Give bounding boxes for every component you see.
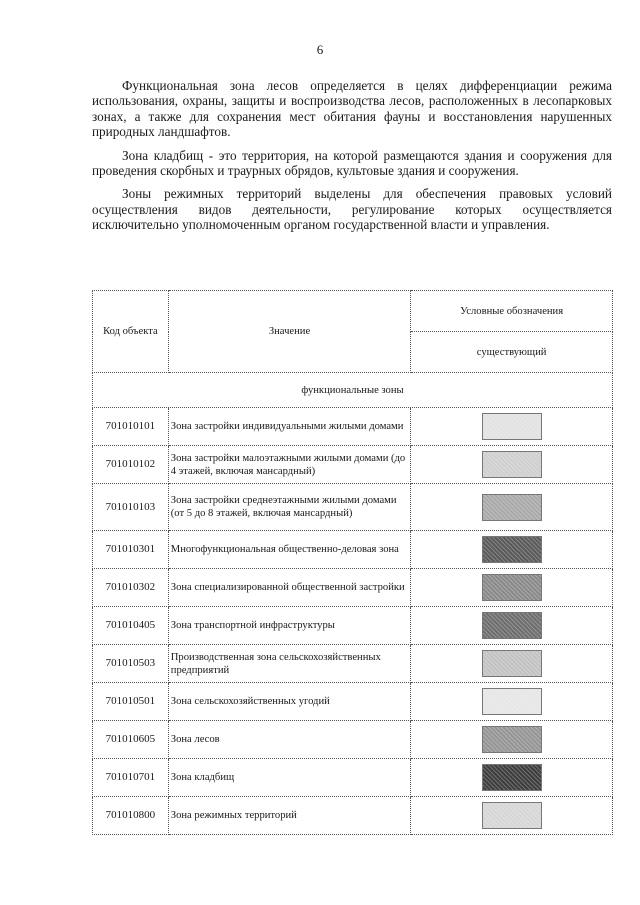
legend-swatch xyxy=(482,413,542,440)
object-code: 701010605 xyxy=(93,721,169,759)
legend-swatch xyxy=(482,650,542,677)
zone-name: Зона застройки среднеэтажными жилыми домами (от 5 до 8 этажей, включая мансардный) xyxy=(168,484,410,531)
paragraph-forest-zone: Функциональная зона лесов определяется в целях дифференциации режима использования, охраны, защиты и воспроизводства лесов, расположенных в лесопарковых зонах, а также для сохранения мест обитания фауны и восстановления нарушенных природных ландшафтов. xyxy=(92,78,612,140)
paragraph-restricted-zone: Зоны режимных территорий выделены для обеспечения правовых условий осуществления видов деятельности, регулирование которых осуществляется исключительно уполномоченным органом государственной власти и управления. xyxy=(92,186,612,233)
legend-swatch xyxy=(482,612,542,639)
header-existing: существующий xyxy=(411,332,613,373)
object-code: 701010103 xyxy=(93,484,169,531)
legend-swatch xyxy=(482,688,542,715)
table-row xyxy=(93,484,613,531)
object-code: 701010301 xyxy=(93,531,169,569)
zone-name: Производственная зона сельскохозяйственных предприятий xyxy=(168,645,410,683)
zone-name: Зона транспортной инфраструктуры xyxy=(168,607,410,645)
zone-name: Зона режимных территорий xyxy=(168,797,410,835)
table-row xyxy=(93,531,613,569)
legend-swatch xyxy=(482,494,542,521)
symbol-cell xyxy=(411,569,613,607)
zone-name: Зона сельскохозяйственных угодий xyxy=(168,683,410,721)
zone-name: Зона застройки индивидуальными жилыми домами xyxy=(168,408,410,446)
symbol-cell xyxy=(411,446,613,484)
zone-name: Зона кладбищ xyxy=(168,759,410,797)
symbol-cell xyxy=(411,721,613,759)
table-row xyxy=(93,569,613,607)
legend-rows xyxy=(93,408,613,835)
legend-swatch xyxy=(482,536,542,563)
object-code: 701010800 xyxy=(93,797,169,835)
symbol-cell xyxy=(411,484,613,531)
body-text xyxy=(92,78,612,241)
object-code: 701010701 xyxy=(93,759,169,797)
header-meaning: Значение xyxy=(168,291,410,373)
object-code: 701010501 xyxy=(93,683,169,721)
legend-swatch xyxy=(482,802,542,829)
page-number: 6 xyxy=(316,42,324,57)
table-row xyxy=(93,759,613,797)
object-code: 701010102 xyxy=(93,446,169,484)
table-row xyxy=(93,408,613,446)
object-code: 701010405 xyxy=(93,607,169,645)
object-code: 701010302 xyxy=(93,569,169,607)
object-code: 701010101 xyxy=(93,408,169,446)
header-symbols: Условные обозначения xyxy=(411,291,613,332)
table-row xyxy=(93,607,613,645)
legend-swatch xyxy=(482,726,542,753)
paragraph-cemetery-zone: Зона кладбищ - это территория, на которой размещаются здания и сооружения для проведения скорбных и траурных обрядов, культовые здания и сооружения. xyxy=(92,147,612,179)
section-row xyxy=(93,373,613,408)
zone-name: Зона лесов xyxy=(168,721,410,759)
symbol-cell xyxy=(411,759,613,797)
table-row xyxy=(93,721,613,759)
table-row xyxy=(93,683,613,721)
legend-swatch xyxy=(482,451,542,478)
symbol-cell xyxy=(411,408,613,446)
table-header-row xyxy=(93,291,613,332)
symbol-cell xyxy=(411,607,613,645)
header-code: Код объекта xyxy=(93,291,169,373)
section-title: функциональные зоны xyxy=(93,373,613,408)
legend-table xyxy=(92,290,613,835)
table-row xyxy=(93,797,613,835)
zone-name: Многофункциональная общественно-деловая зона xyxy=(168,531,410,569)
object-code: 701010503 xyxy=(93,645,169,683)
table-row xyxy=(93,446,613,484)
symbol-cell xyxy=(411,645,613,683)
legend-swatch xyxy=(482,764,542,791)
symbol-cell xyxy=(411,683,613,721)
symbol-cell xyxy=(411,797,613,835)
zone-name: Зона застройки малоэтажными жилыми домами (до 4 этажей, включая мансардный) xyxy=(168,446,410,484)
table-row xyxy=(93,645,613,683)
zone-name: Зона специализированной общественной застройки xyxy=(168,569,410,607)
symbol-cell xyxy=(411,531,613,569)
legend-swatch xyxy=(482,574,542,601)
